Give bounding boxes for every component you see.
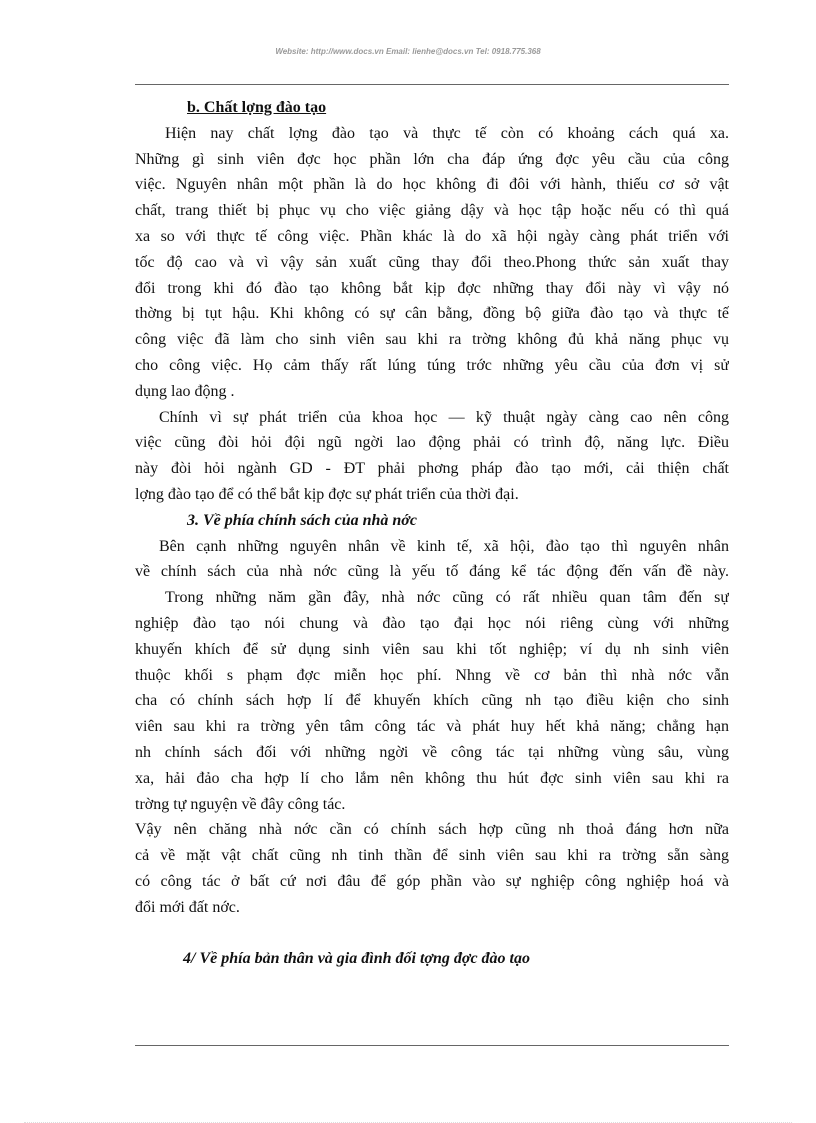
para-line: thuộc khối s phạm đợc miễn học phí. Nhng về cơ bản thì nhà nớc vẫn	[135, 666, 729, 684]
para-line: Bên cạnh những nguyên nhân về kinh tế, xã hội, đào tạo thì nguyên nhân	[159, 537, 729, 555]
para-line: việc. Nguyên nhân một phần là do học không đi đôi với hành, thiếu cơ sở vật	[135, 176, 729, 194]
para-line: Trong những năm gần đây, nhà nớc cũng có rất nhiều quan tâm đến sự	[165, 589, 729, 607]
para-line: đổi mới đất nớc.	[135, 898, 240, 916]
document-body	[135, 95, 729, 971]
para-line: chất, trang thiết bị phục vụ cho việc giảng dậy và học tập hoặc nếu có thì quá	[135, 202, 729, 220]
para-line: nghiệp đào tạo nói chung và đào tạo đại học nói riêng cùng với những	[135, 614, 729, 632]
para-line: về chính sách của nhà nớc cũng là yếu tố đáng kể tác động đến vấn đề này.	[135, 563, 729, 581]
para-line: việc cũng đòi hỏi đội ngũ ngời lao động phải có trình độ, năng lực. Điều	[135, 434, 729, 452]
para-line: cha có chính sách hợp lí để khuyến khích cũng nh tạo điều kiện cho sinh	[135, 692, 729, 710]
section-b-heading: b. Chất lợng đào tạo	[187, 99, 327, 116]
para-line: xa so với thực tế công việc. Phần khác là do xã hội ngày càng phát triển với	[135, 227, 729, 245]
para-line: Vậy nên chăng nhà nớc cần có chính sách hợp cũng nh thoả đáng hơn nữa	[135, 821, 729, 839]
para-line: nh chính sách đối với những ngời về công tác tại những vùng sâu, vùng	[135, 743, 729, 761]
para-line: viên sau khi ra trờng yên tâm công tác và phát huy hết khả năng; chẳng hạn	[135, 718, 729, 736]
para-line: thờng bị tụt hậu. Khi không có sự cân bằng, đồng bộ giữa đào tạo và thực tế	[135, 305, 729, 323]
para-line: Chính vì sự phát triển của khoa học — kỹ thuật ngày càng cao nên công	[159, 408, 729, 426]
para-line: cho công việc. Họ cảm thấy rất lúng túng trớc những yêu cầu của đơn vị sử	[135, 356, 729, 374]
para-line: công việc đã làm cho sinh viên sau khi ra trờng không đủ khả năng phục vụ	[135, 331, 729, 349]
para-line: dụng lao động .	[135, 382, 235, 400]
para-line: khuyến khích để sử dụng sinh viên sau khi tốt nghiệp; ví dụ nh sinh viên	[135, 640, 729, 658]
page-header: Website: http://www.docs.vn Email: lienhe@docs.vn Tel: 0918.775.368	[275, 47, 541, 56]
section-3-heading: 3. Về phía chính sách của nhà nớc	[187, 511, 417, 529]
para-line: trờng tự nguyện về đây công tác.	[135, 795, 346, 813]
para-line: có công tác ở bất cứ nơi đâu để góp phần vào sự nghiệp công nghiệp hoá và	[135, 872, 729, 890]
spacer	[135, 921, 729, 946]
footer-rule	[135, 1045, 729, 1046]
para-line: lợng đào tạo để có thể bắt kịp đợc sự phát triển của thời đại.	[135, 485, 519, 503]
para-line: tốc độ cao và vì vậy sản xuất cũng thay đổi theo.Phong thức sản xuất thay	[135, 253, 729, 271]
para-line: Hiện nay chất lợng đào tạo và thực tế còn có khoảng cách quá xa.	[165, 124, 729, 142]
para-line: cả về mặt vật chất cũng nh tinh thần để sinh viên sau khi ra trờng sẵn sàng	[135, 847, 729, 865]
para-line: xa, hải đảo cha hợp lí cho lắm nên không thu hút đợc sinh viên sau khi ra	[135, 769, 729, 787]
para-line: này đòi hỏi ngành GD - ĐT phải phơng pháp đào tạo mới, cải thiện chất	[135, 460, 729, 478]
section-4-heading: 4/ Về phía bản thân và gia đình đối tợng đợc đào tạo	[183, 949, 530, 967]
para-line: đổi trong khi đó đào tạo không bắt kịp đợc những thay đổi này vì vậy nó	[135, 279, 729, 297]
header-rule	[135, 84, 729, 85]
para-line: Những gì sinh viên đợc học phần lớn cha đáp ứng đợc yêu cầu của công	[135, 150, 729, 168]
